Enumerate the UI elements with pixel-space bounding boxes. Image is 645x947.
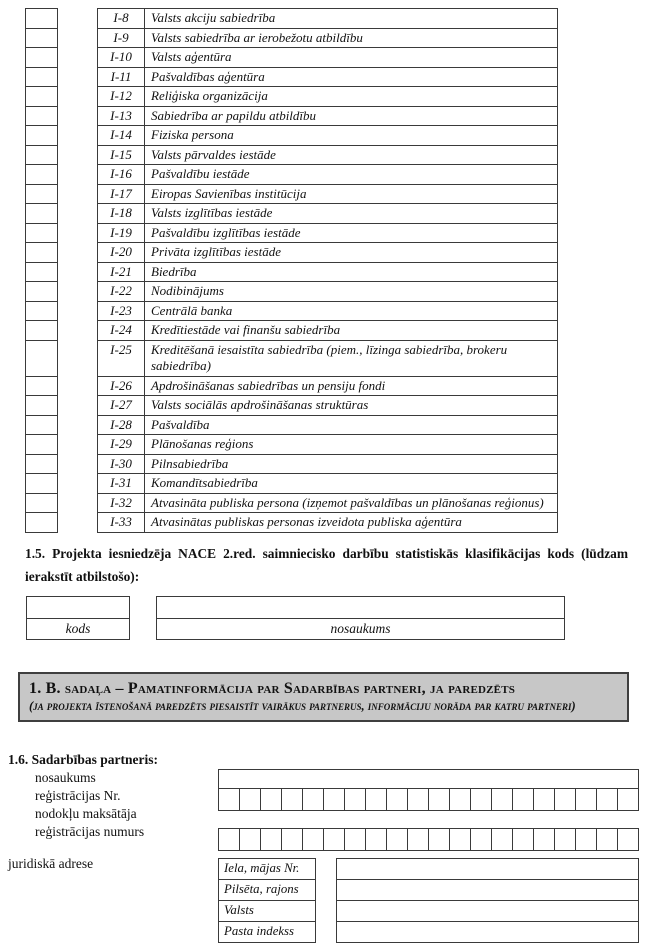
nace-code-label: kods bbox=[26, 618, 130, 640]
spacer bbox=[58, 512, 97, 533]
legal-form-label: Komandītsabiedrība bbox=[144, 473, 558, 494]
legal-form-label: Plānošanas reģions bbox=[144, 434, 558, 455]
legal-form-code: I-32 bbox=[97, 493, 145, 514]
legal-form-label: Kredītiestāde vai finanšu sabiedrība bbox=[144, 320, 558, 341]
tax-payer-label-line1: nodokļu maksātāja bbox=[35, 806, 137, 821]
row-checkbox-cell[interactable] bbox=[25, 473, 58, 494]
legal-form-code: I-20 bbox=[97, 242, 145, 263]
legal-form-row bbox=[25, 473, 558, 494]
spacer bbox=[58, 47, 97, 68]
spacer bbox=[58, 376, 97, 397]
nace-name-label: nosaukums bbox=[156, 618, 565, 640]
reg-number-cell[interactable] bbox=[575, 828, 597, 851]
row-checkbox-cell[interactable] bbox=[25, 454, 58, 475]
reg-number-cell[interactable] bbox=[512, 828, 534, 851]
spacer bbox=[58, 145, 97, 166]
legal-form-row bbox=[25, 395, 558, 416]
reg-number-cell[interactable] bbox=[575, 788, 597, 811]
legal-form-row bbox=[25, 223, 558, 244]
row-checkbox-cell[interactable] bbox=[25, 8, 58, 29]
reg-number-cell[interactable] bbox=[218, 828, 240, 851]
reg-number-cell[interactable] bbox=[491, 828, 513, 851]
row-checkbox-cell[interactable] bbox=[25, 28, 58, 49]
spacer bbox=[58, 262, 97, 283]
legal-form-row bbox=[25, 320, 558, 341]
spacer bbox=[58, 125, 97, 146]
row-checkbox-cell[interactable] bbox=[25, 376, 58, 397]
row-checkbox-cell[interactable] bbox=[25, 67, 58, 88]
legal-form-label: Valsts izglītības iestāde bbox=[144, 203, 558, 224]
spacer bbox=[58, 415, 97, 436]
legal-form-row bbox=[25, 301, 558, 322]
section-1-6-heading: 1.6. Sadarbības partneris: bbox=[8, 752, 159, 767]
spacer bbox=[58, 493, 97, 514]
reg-number-cell[interactable] bbox=[449, 788, 471, 811]
reg-number-cell[interactable] bbox=[428, 788, 450, 811]
legal-form-code: I-13 bbox=[97, 106, 145, 127]
legal-form-row bbox=[25, 203, 558, 224]
legal-form-code: I-18 bbox=[97, 203, 145, 224]
spacer bbox=[58, 434, 97, 455]
legal-form-code: I-15 bbox=[97, 145, 145, 166]
legal-form-row bbox=[25, 340, 558, 377]
legal-form-row bbox=[25, 184, 558, 205]
spacer bbox=[58, 106, 97, 127]
reg-number-cell[interactable] bbox=[533, 788, 555, 811]
legal-form-row bbox=[25, 493, 558, 514]
spacer bbox=[58, 242, 97, 263]
legal-form-row bbox=[25, 106, 558, 127]
legal-form-code: I-23 bbox=[97, 301, 145, 322]
reg-number-cell[interactable] bbox=[554, 828, 576, 851]
nace-code-box bbox=[26, 596, 130, 640]
legal-form-row bbox=[25, 8, 558, 29]
legal-form-label: Nodibinājums bbox=[144, 281, 558, 302]
reg-number-cell[interactable] bbox=[386, 788, 408, 811]
reg-number-cell[interactable] bbox=[386, 828, 408, 851]
address-field-input[interactable] bbox=[336, 879, 639, 901]
legal-form-label: Pilnsabiedrība bbox=[144, 454, 558, 475]
legal-form-label: Atvasināta publiska persona (izņemot pašvaldības un plānošanas reģionus) bbox=[144, 493, 558, 514]
legal-form-label: Valsts sociālās apdrošināšanas struktūras bbox=[144, 395, 558, 416]
address-field-input[interactable] bbox=[336, 900, 639, 922]
row-checkbox-cell[interactable] bbox=[25, 106, 58, 127]
legal-form-row bbox=[25, 434, 558, 455]
address-field-label: Pilsēta, rajons bbox=[218, 879, 316, 901]
legal-form-label: Reliģiska organizācija bbox=[144, 86, 558, 107]
legal-form-label: Kreditēšanā iesaistīta sabiedrība (piem., līzinga sabiedrība, brokeru sabiedrība) bbox=[144, 340, 558, 377]
row-checkbox-cell[interactable] bbox=[25, 125, 58, 146]
row-checkbox-cell[interactable] bbox=[25, 184, 58, 205]
legal-form-code: I-17 bbox=[97, 184, 145, 205]
legal-form-label: Fiziska persona bbox=[144, 125, 558, 146]
legal-form-label: Pašvaldība bbox=[144, 415, 558, 436]
legal-form-label: Sabiedrība ar papildu atbildību bbox=[144, 106, 558, 127]
reg-number-cell[interactable] bbox=[554, 788, 576, 811]
row-checkbox-cell[interactable] bbox=[25, 340, 58, 377]
partner-name-label: nosaukums bbox=[35, 770, 96, 785]
legal-form-code: I-24 bbox=[97, 320, 145, 341]
legal-form-label: Eiropas Savienības institūcija bbox=[144, 184, 558, 205]
reg-number-cell[interactable] bbox=[323, 828, 345, 851]
row-checkbox-cell[interactable] bbox=[25, 164, 58, 185]
legal-form-row bbox=[25, 454, 558, 475]
spacer bbox=[58, 203, 97, 224]
legal-form-code: I-28 bbox=[97, 415, 145, 436]
spacer bbox=[58, 28, 97, 49]
spacer bbox=[58, 395, 97, 416]
legal-form-row bbox=[25, 125, 558, 146]
reg-number-cell[interactable] bbox=[281, 788, 303, 811]
address-labels bbox=[218, 858, 316, 943]
reg-number-cell[interactable] bbox=[428, 828, 450, 851]
reg-number-cell[interactable] bbox=[344, 788, 366, 811]
legal-form-code: I-14 bbox=[97, 125, 145, 146]
legal-form-label: Valsts akciju sabiedrība bbox=[144, 8, 558, 29]
reg-number-cell[interactable] bbox=[281, 828, 303, 851]
reg-number-cell[interactable] bbox=[260, 788, 282, 811]
reg-number-cell[interactable] bbox=[344, 828, 366, 851]
spacer bbox=[58, 301, 97, 322]
row-checkbox-cell[interactable] bbox=[25, 493, 58, 514]
nace-name-box bbox=[156, 596, 565, 640]
legal-form-code: I-33 bbox=[97, 512, 145, 533]
registration-nr-label: reģistrācijas Nr. bbox=[35, 788, 121, 803]
legal-address-label: juridiskā adrese bbox=[8, 856, 94, 871]
row-checkbox-cell[interactable] bbox=[25, 301, 58, 322]
reg-number-cell[interactable] bbox=[491, 788, 513, 811]
row-checkbox-cell[interactable] bbox=[25, 320, 58, 341]
row-checkbox-cell[interactable] bbox=[25, 512, 58, 533]
address-field-label: Iela, mājas Nr. bbox=[218, 858, 316, 880]
reg-number-cell[interactable] bbox=[302, 828, 324, 851]
tax-registration-number-grid bbox=[218, 828, 639, 851]
row-checkbox-cell[interactable] bbox=[25, 203, 58, 224]
legal-form-row bbox=[25, 281, 558, 302]
legal-form-code: I-9 bbox=[97, 28, 145, 49]
nace-code-input[interactable] bbox=[26, 596, 130, 619]
legal-form-label: Biedrība bbox=[144, 262, 558, 283]
reg-number-cell[interactable] bbox=[239, 828, 261, 851]
row-checkbox-cell[interactable] bbox=[25, 281, 58, 302]
legal-form-label: Atvasinātas publiskas personas izveidota publiska aģentūra bbox=[144, 512, 558, 533]
legal-form-code: I-29 bbox=[97, 434, 145, 455]
reg-number-cell[interactable] bbox=[596, 788, 618, 811]
row-checkbox-cell[interactable] bbox=[25, 262, 58, 283]
reg-number-cell[interactable] bbox=[323, 788, 345, 811]
spacer bbox=[58, 340, 97, 377]
section-1-5-heading: 1.5. Projekta iesniedzēja NACE 2.red. saimniecisko darbību statistiskās klasifikācijas kods (lūdzam ierakstīt atbilstošo): bbox=[25, 546, 628, 584]
reg-number-cell[interactable] bbox=[617, 788, 639, 811]
reg-number-cell[interactable] bbox=[302, 788, 324, 811]
reg-number-cell[interactable] bbox=[260, 828, 282, 851]
tax-payer-label-line2: reģistrācijas numurs bbox=[35, 824, 145, 839]
spacer bbox=[58, 281, 97, 302]
address-field-label: Valsts bbox=[218, 900, 316, 922]
legal-form-label: Pašvaldību izglītības iestāde bbox=[144, 223, 558, 244]
legal-form-code: I-16 bbox=[97, 164, 145, 185]
legal-form-code: I-31 bbox=[97, 473, 145, 494]
legal-form-code: I-10 bbox=[97, 47, 145, 68]
legal-form-code: I-8 bbox=[97, 8, 145, 29]
legal-form-label: Valsts pārvaldes iestāde bbox=[144, 145, 558, 166]
legal-form-label: Pašvaldību iestāde bbox=[144, 164, 558, 185]
address-values bbox=[336, 858, 639, 943]
section-1b-subtitle: (ja projekta īstenošanā paredzēts piesaistīt vairākus partnerus, informāciju norāda par katru partneri) bbox=[29, 699, 576, 713]
legal-form-row bbox=[25, 67, 558, 88]
section-1b-title: 1. B. sadaļa – Pamatinformācija par Sadarbības partneri, ja paredzēts bbox=[29, 680, 516, 697]
legal-form-code: I-11 bbox=[97, 67, 145, 88]
legal-form-label: Privāta izglītības iestāde bbox=[144, 242, 558, 263]
reg-number-cell[interactable] bbox=[512, 788, 534, 811]
spacer bbox=[58, 67, 97, 88]
legal-form-table bbox=[25, 8, 558, 533]
legal-form-code: I-21 bbox=[97, 262, 145, 283]
legal-form-label: Valsts sabiedrība ar ierobežotu atbildību bbox=[144, 28, 558, 49]
address-field-input[interactable] bbox=[336, 858, 639, 880]
reg-number-cell[interactable] bbox=[533, 828, 555, 851]
legal-form-row bbox=[25, 28, 558, 49]
address-field-label: Pasta indekss bbox=[218, 921, 316, 943]
spacer bbox=[58, 8, 97, 29]
spacer bbox=[58, 320, 97, 341]
partner-name-input[interactable] bbox=[218, 769, 639, 789]
reg-number-cell[interactable] bbox=[470, 788, 492, 811]
reg-number-cell[interactable] bbox=[407, 828, 429, 851]
legal-form-row bbox=[25, 47, 558, 68]
legal-form-row bbox=[25, 415, 558, 436]
row-checkbox-cell[interactable] bbox=[25, 415, 58, 436]
legal-form-code: I-30 bbox=[97, 454, 145, 475]
reg-number-cell[interactable] bbox=[365, 828, 387, 851]
spacer bbox=[58, 223, 97, 244]
legal-form-code: I-12 bbox=[97, 86, 145, 107]
legal-form-label: Centrālā banka bbox=[144, 301, 558, 322]
legal-form-code: I-27 bbox=[97, 395, 145, 416]
row-checkbox-cell[interactable] bbox=[25, 86, 58, 107]
legal-form-row bbox=[25, 376, 558, 397]
spacer bbox=[58, 164, 97, 185]
legal-form-code: I-25 bbox=[97, 340, 145, 377]
row-checkbox-cell[interactable] bbox=[25, 223, 58, 244]
legal-form-label: Apdrošināšanas sabiedrības un pensiju fondi bbox=[144, 376, 558, 397]
row-checkbox-cell[interactable] bbox=[25, 47, 58, 68]
legal-form-row bbox=[25, 145, 558, 166]
legal-form-row bbox=[25, 164, 558, 185]
nace-name-input[interactable] bbox=[156, 596, 565, 619]
spacer bbox=[58, 184, 97, 205]
reg-number-cell[interactable] bbox=[365, 788, 387, 811]
reg-number-cell[interactable] bbox=[617, 828, 639, 851]
legal-form-row bbox=[25, 242, 558, 263]
row-checkbox-cell[interactable] bbox=[25, 395, 58, 416]
spacer bbox=[58, 473, 97, 494]
row-checkbox-cell[interactable] bbox=[25, 434, 58, 455]
legal-form-row bbox=[25, 262, 558, 283]
registration-number-grid bbox=[218, 788, 639, 811]
reg-number-cell[interactable] bbox=[596, 828, 618, 851]
spacer bbox=[58, 454, 97, 475]
spacer bbox=[58, 86, 97, 107]
legal-form-code: I-22 bbox=[97, 281, 145, 302]
legal-form-row bbox=[25, 512, 558, 533]
row-checkbox-cell[interactable] bbox=[25, 145, 58, 166]
legal-form-code: I-19 bbox=[97, 223, 145, 244]
legal-form-row bbox=[25, 86, 558, 107]
reg-number-cell[interactable] bbox=[470, 828, 492, 851]
reg-number-cell[interactable] bbox=[449, 828, 471, 851]
reg-number-cell[interactable] bbox=[218, 788, 240, 811]
legal-form-label: Valsts aģentūra bbox=[144, 47, 558, 68]
reg-number-cell[interactable] bbox=[407, 788, 429, 811]
address-field-input[interactable] bbox=[336, 921, 639, 943]
reg-number-cell[interactable] bbox=[239, 788, 261, 811]
legal-form-code: I-26 bbox=[97, 376, 145, 397]
legal-form-label: Pašvaldības aģentūra bbox=[144, 67, 558, 88]
section-1b-header bbox=[18, 672, 629, 722]
row-checkbox-cell[interactable] bbox=[25, 242, 58, 263]
